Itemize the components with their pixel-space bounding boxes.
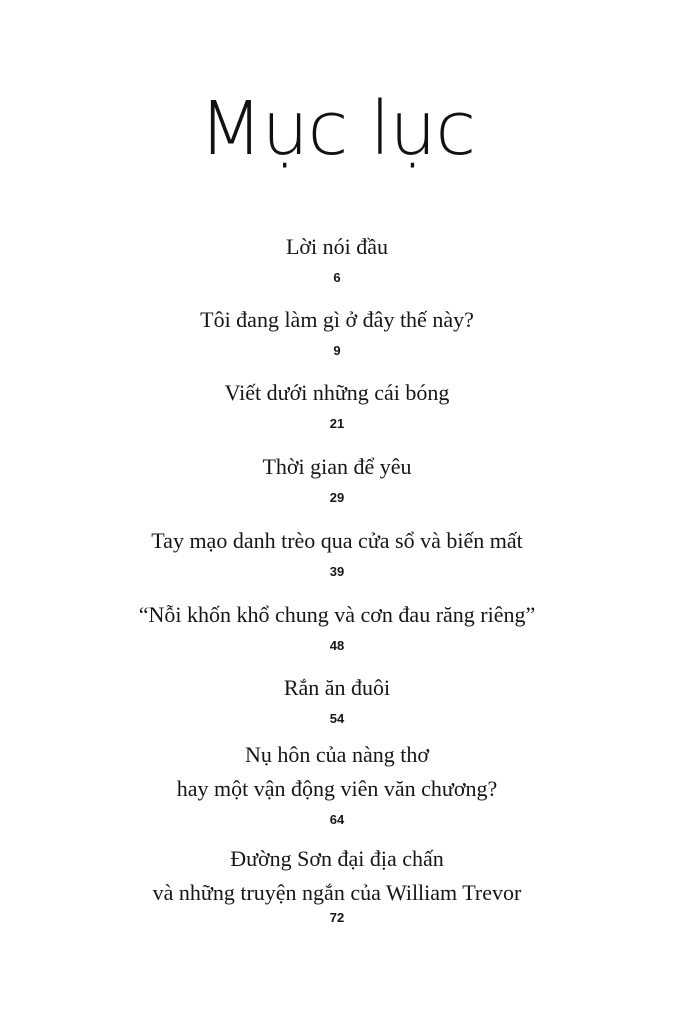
toc-entry	[0, 230, 674, 286]
toc-entry	[0, 303, 674, 359]
toc-entry-title: Đường Sơn đại địa chấn	[230, 846, 444, 871]
toc-entry	[0, 598, 674, 654]
toc-entry-title: Viết dưới những cái bóng	[224, 380, 450, 405]
toc-entry-title-continuation: hay một vận động viên văn chương?	[176, 776, 498, 801]
toc-entry-page-number: 72	[329, 910, 345, 925]
toc-entry-page-number: 54	[329, 711, 345, 726]
toc-entry-page-number: 64	[329, 812, 345, 827]
toc-entry	[0, 738, 674, 828]
toc-entry	[0, 671, 674, 727]
toc-entry-title: “Nỗi khốn khổ chung và cơn đau răng riêng”	[138, 602, 536, 627]
toc-entry-page-number: 29	[329, 490, 345, 505]
page-title: Mục lục	[198, 86, 476, 172]
toc-entry-page-number: 9	[333, 343, 341, 358]
toc-entry	[0, 376, 674, 432]
toc-entry-page-number: 6	[333, 270, 341, 285]
toc-entry	[0, 450, 674, 506]
toc-entry-title: Tay mạo danh trèo qua cửa sổ và biến mất	[151, 528, 523, 553]
toc-entry-page-number: 48	[329, 638, 345, 653]
toc-entry	[0, 524, 674, 580]
toc-entry-title: Thời gian để yêu	[262, 454, 412, 479]
toc-entry-title: Lời nói đầu	[285, 234, 389, 259]
toc-entry-title: Rắn ăn đuôi	[283, 675, 391, 700]
toc-entry-page-number: 39	[329, 564, 345, 579]
toc-entry-page-number: 21	[329, 416, 345, 431]
toc-entry	[0, 842, 674, 926]
toc-entry-title: Tôi đang làm gì ở đây thế này?	[200, 307, 474, 332]
toc-entry-title-continuation: và những truyện ngắn của William Trevor	[152, 880, 522, 905]
toc-entry-title: Nụ hôn của nàng thơ	[245, 742, 429, 767]
